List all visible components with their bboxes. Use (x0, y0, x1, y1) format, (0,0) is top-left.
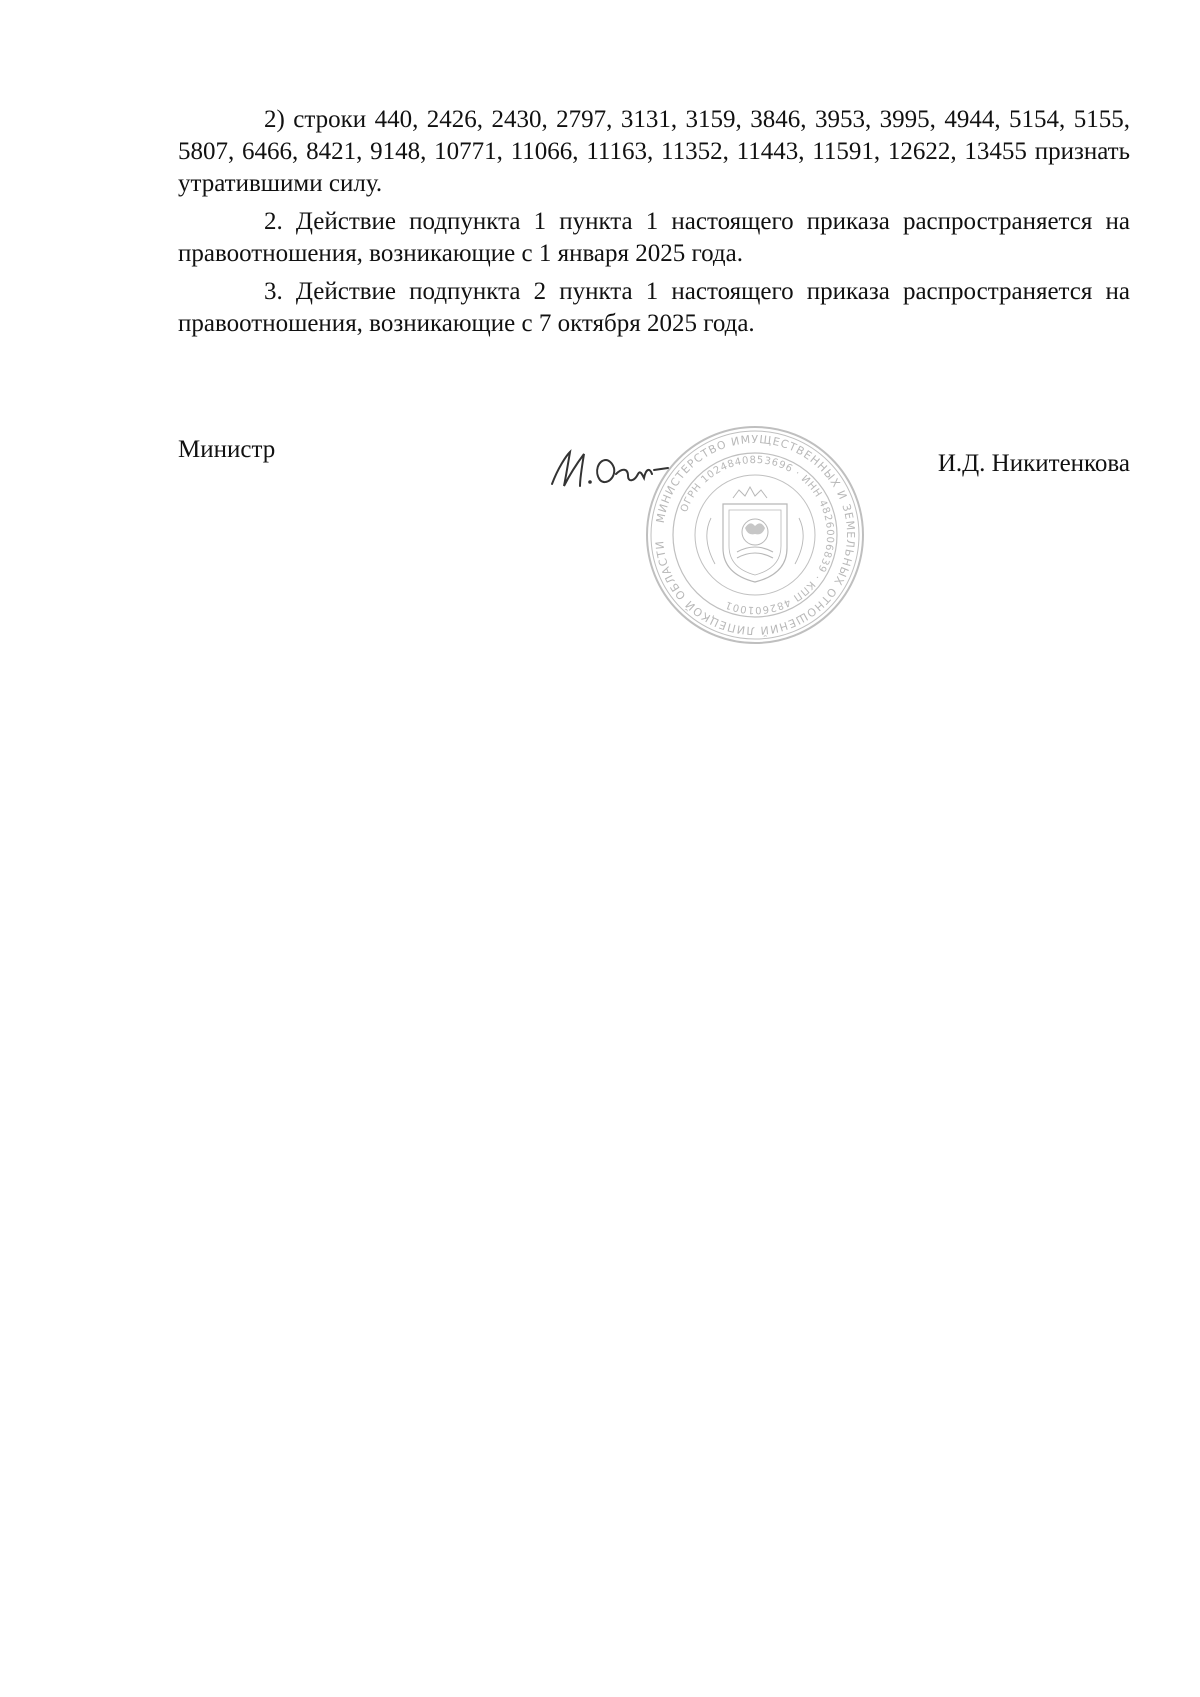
svg-text:МИНИСТЕРСТВО ИМУЩЕСТВЕННЫХ И З: МИНИСТЕРСТВО ИМУЩЕСТВЕННЫХ И ЗЕМЕЛЬНЫХ ОТНОШЕНИЙ ЛИПЕЦКОЙ ОБЛАСТИ (653, 432, 858, 638)
official-seal-stamp (640, 420, 870, 650)
paragraph-point-2: 2. Действие подпункта 1 пункта 1 настоящего приказа распространяется на правоотношения, возникающие с 1 января 2025 года. (178, 208, 1130, 267)
svg-text:ОГРН 1024840853696 · ИНН 48260: ОГРН 1024840853696 · ИНН 4826006839 · КПП 482601001 (678, 454, 836, 616)
handwritten-signature (544, 438, 674, 498)
signer-position: Министр (178, 436, 276, 463)
paragraph-point-3: 3. Действие подпункта 2 пункта 1 настоящего приказа распространяется на правоотношения, возникающие с 7 октября 2025 года. (178, 278, 1130, 337)
signer-name: И.Д. Никитенкова (937, 450, 1130, 477)
paragraph-item-2: 2) строки 440, 2426, 2430, 2797, 3131, 3159, 3846, 3953, 3995, 4944, 5154, 5155, 5807, 6466, 8421, 9148, 10771, 11066, 11163, 11352, 11443, 11591, 12622, 13455 признать утратившими силу. (178, 106, 1130, 197)
document-body (178, 104, 1130, 346)
